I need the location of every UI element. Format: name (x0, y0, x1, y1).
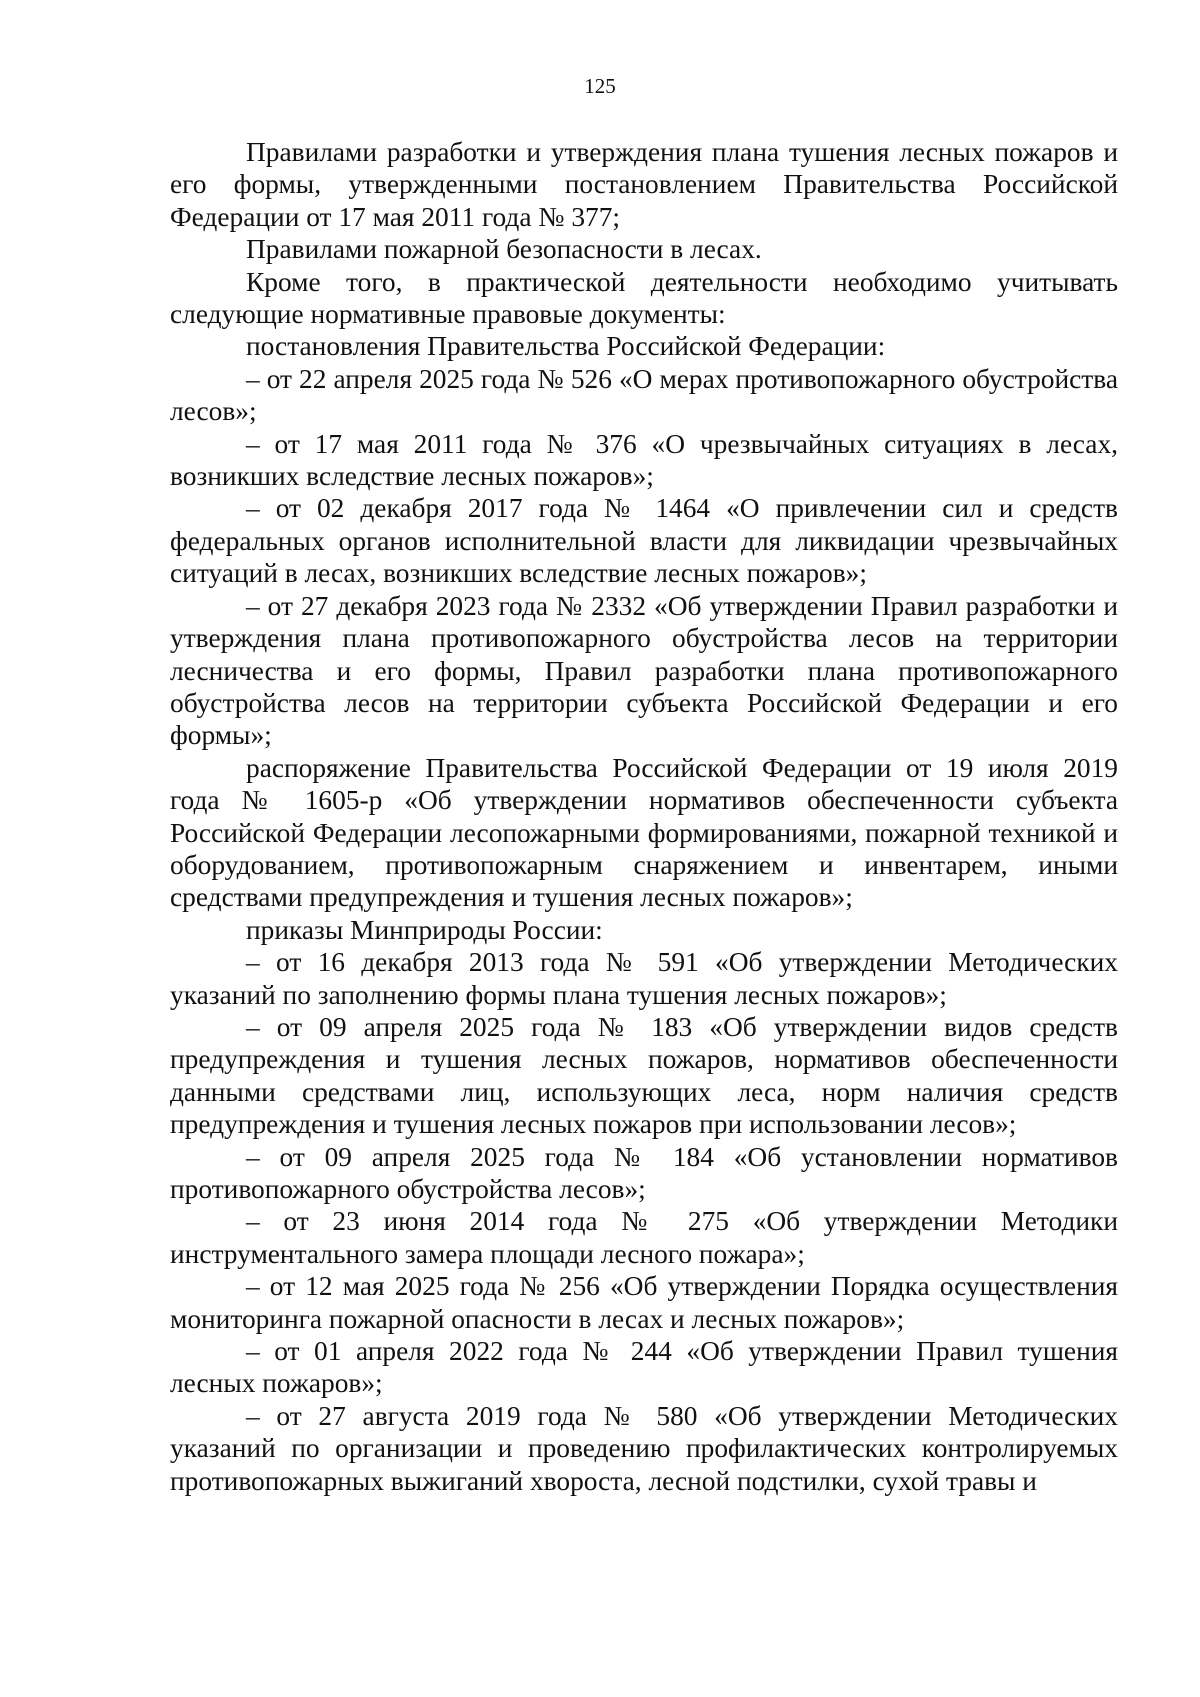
paragraph: Правилами разработки и утверждения плана тушения лесных пожаров и его формы, утвержденными постановлением Правительства Российской Федерации от 17 мая 2011 года № 377; (170, 137, 1118, 232)
list-item: – от 01 апреля 2022 года № 244 «Об утверждении Правил тушения лесных пожаров»; (170, 1336, 1118, 1399)
list-item: – от 27 августа 2019 года № 580 «Об утверждении Методических указаний по организации и проведению профилактических контролируемых противопожарных выжиганий хвороста, лесной подстилки, сухой травы и (170, 1400, 1118, 1496)
paragraph: приказы Минприроды России: (246, 914, 603, 945)
document-body (170, 136, 1118, 1497)
list-item: – от 09 апреля 2025 года № 183 «Об утверждении видов средств предупреждения и тушения лесных пожаров, нормативов обеспеченности данными средствами лиц, использующих леса, норм наличия средств предупреждения и тушения лесных пожаров при использовании лесов»; (170, 1011, 1118, 1140)
list-item: – от 17 мая 2011 года № 376 «О чрезвычайных ситуациях в лесах, возникших вследствие лесных пожаров»; (170, 428, 1118, 492)
list-item: – от 02 декабря 2017 года № 1464 «О привлечении сил и средств федеральных органов исполнительной власти для ликвидации чрезвычайных ситуаций в лесах, возникших вследствие лесных пожаров»; (170, 493, 1118, 589)
paragraph: Кроме того, в практической деятельности необходимо учитывать следующие нормативные правовые документы: (170, 266, 1118, 330)
paragraph: распоряжение Правительства Российской Федерации от 19 июля 2019 года № 1605-р «Об утверждении нормативов обеспеченности субъекта Российской Федерации лесопожарными формированиями, пожарной техникой и оборудованием, противопожарным снаряжением и инвентарем, иными средствами предупреждения и тушения лесных пожаров»; (170, 752, 1118, 913)
list-item: – от 22 апреля 2025 года № 526 «О мерах противопожарного обустройства лесов»; (170, 363, 1118, 427)
page-number: 125 (584, 74, 616, 98)
paragraph: постановления Правительства Российской Федерации: (246, 331, 886, 362)
paragraph: Правилами пожарной безопасности в лесах. (246, 234, 762, 265)
list-item: – от 09 апреля 2025 года № 184 «Об установлении нормативов противопожарного обустройства лесов»; (170, 1141, 1118, 1204)
list-item: – от 16 декабря 2013 года № 591 «Об утверждении Методических указаний по заполнению формы плана тушения лесных пожаров»; (170, 947, 1118, 1010)
list-item: – от 23 июня 2014 года № 275 «Об утверждении Методики инструментального замера площади лесного пожара»; (170, 1206, 1118, 1269)
list-item: – от 27 декабря 2023 года № 2332 «Об утверждении Правил разработки и утверждения плана противопожарного обустройства лесов на территории лесничества и его формы, Правил разработки плана противопожарного обустройства лесов на территории субъекта Российской Федерации и его формы»; (170, 590, 1118, 751)
list-item: – от 12 мая 2025 года № 256 «Об утверждении Порядка осуществления мониторинга пожарной опасности в лесах и лесных пожаров»; (170, 1271, 1118, 1334)
